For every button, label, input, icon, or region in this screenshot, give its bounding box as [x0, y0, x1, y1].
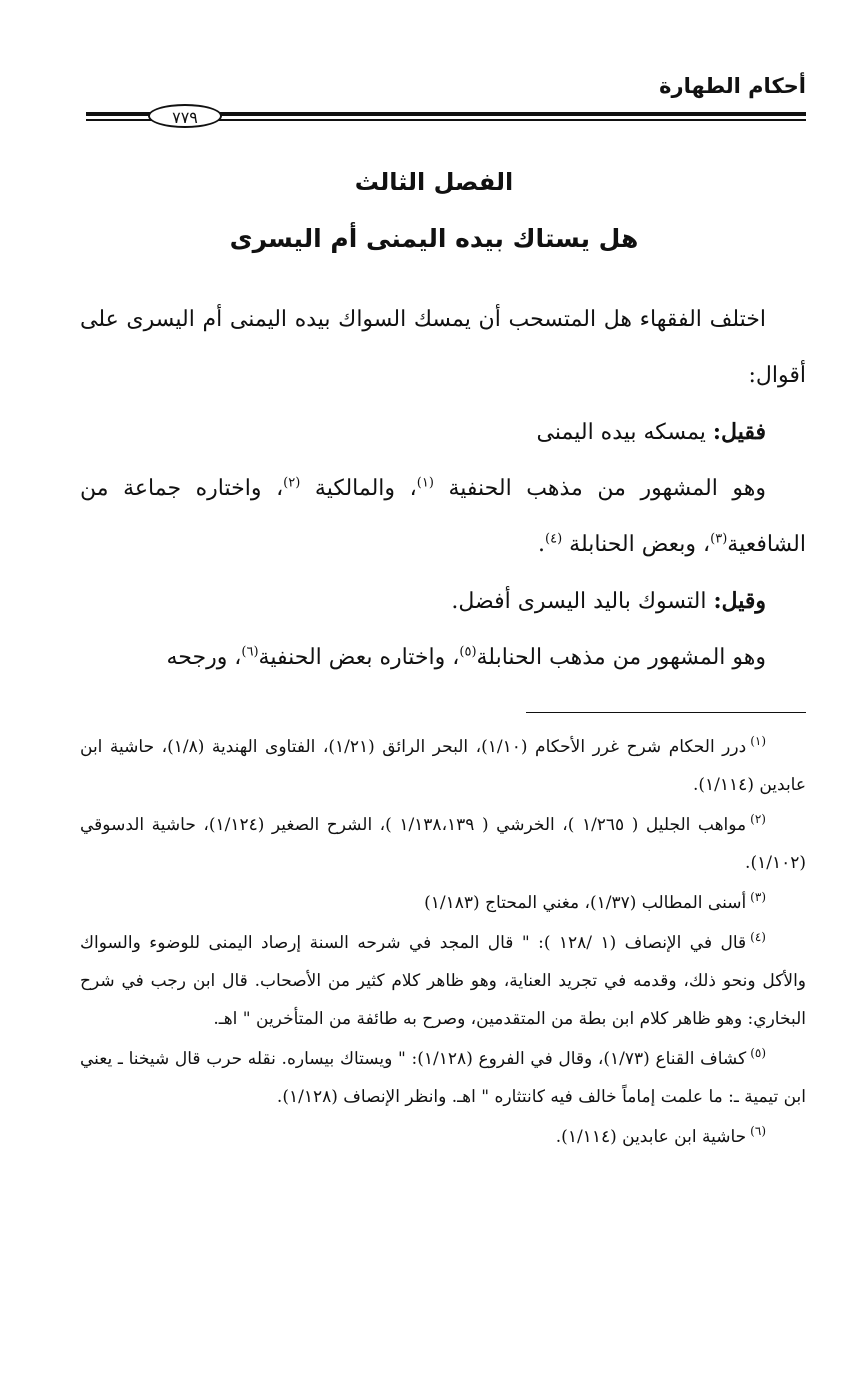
footnote-text: قال في الإنصاف (١ /١٢٨ ): " قال المجد في شرحه السنة إرصاد اليمنى للوضوء والسواك والأكل ونحو ذلك، وقدمه في تجريد العناية، وهو ظاهر كلام كثير من الأصحاب. قال ابن رجب في شرح البخاري: وهو ظاهر كلام ابن بطة من المتقدمين، وصرح به طائفة من المتأخرين " اهـ.: [80, 933, 806, 1029]
running-header-title: أحكام الطهارة: [659, 74, 806, 98]
intro-paragraph: اختلف الفقهاء هل المتسحب أن يمسك السواك بيده اليمنى أم اليسرى على أقوال:: [80, 307, 806, 388]
footnote-ref[interactable]: (١): [416, 475, 434, 491]
support-text: وهو المشهور من مذهب الحنابلة: [476, 645, 766, 670]
footnote-text: حاشية ابن عابدين (١/١١٤).: [555, 1127, 747, 1147]
footnote: [80, 806, 806, 882]
footnote-mark: (٥): [750, 1046, 767, 1061]
footnote-ref[interactable]: (٤): [545, 531, 563, 547]
support-text: ، وبعض الحنابلة: [562, 532, 711, 557]
footnote-mark: (٣): [750, 890, 766, 905]
chapter-subtitle: هل يستاك بيده اليمنى أم اليسرى: [229, 224, 639, 253]
footnote-ref[interactable]: (٢): [283, 475, 301, 491]
opinion-2-lead: وقيل:: [713, 588, 766, 614]
opinion-2-text: التسوك باليد اليسرى أفضل.: [451, 589, 714, 614]
opinion-1-lead: فقيل:: [712, 419, 766, 445]
footnote-text: كشاف القناع (١/٧٣)، وقال في الفروع (١/١٢٨): " ويستاك بيساره. نقله حرب قال شيخنا ـ يعني ابن تيمية ـ: ما علمت إماماً خالف فيه كانتثاره " اهـ. وانظر الإنصاف (١/١٢٨).: [80, 1049, 806, 1107]
footnote-ref[interactable]: (٥): [459, 644, 477, 660]
footnote: [80, 884, 806, 922]
support-text: ، ورجحه: [166, 645, 242, 670]
footnote-text: مواهب الجليل ( ١/٢٦٥ )، الخرشي ( ١/١٣٨،١٣٩ )، الشرح الصغير (١/١٢٤)، حاشية الدسوقي (١/١٠٢).: [80, 815, 806, 873]
footnote: [80, 728, 806, 804]
footnotes-section: [80, 728, 806, 1158]
footnote: [80, 1118, 806, 1156]
support-text: وهو المشهور من مذهب الحنفية: [433, 476, 766, 501]
support-text: ، والمالكية: [300, 476, 417, 501]
footnote-mark: (١): [750, 734, 767, 749]
support-text: ، واختاره بعض الحنفية: [258, 645, 460, 670]
footnote-mark: (٢): [750, 812, 766, 827]
footnote-text: درر الحكام شرح غرر الأحكام (١/١٠)، البحر الرائق (١/٢١)، الفتاوى الهندية (١/٨)، حاشية ابن عابدين (١/١١٤).: [80, 737, 806, 795]
chapter-title: الفصل الثالث: [354, 168, 514, 196]
footnote-ref[interactable]: (٣): [710, 531, 728, 547]
opinion-1-paragraph: [80, 404, 806, 461]
opinion-2-support-paragraph: [80, 630, 806, 686]
page-number: ٧٧٩: [148, 104, 222, 128]
footnote-mark: (٦): [750, 1124, 766, 1139]
main-text: [80, 292, 806, 686]
opinion-1-text: يمسكه بيده اليمنى: [536, 420, 713, 445]
opinion-2-paragraph: [80, 573, 806, 630]
support-text: .: [538, 532, 546, 557]
footnote-text: أسنى المطالب (١/٣٧)، مغني المحتاج (١/١٨٣): [424, 893, 747, 913]
footnote-separator: [526, 712, 806, 713]
opinion-1-support-paragraph: [80, 461, 806, 573]
support-text: ، واختاره جماعة من الشافعية: [80, 476, 806, 557]
footnote: [80, 1040, 806, 1116]
footnote-ref[interactable]: (٦): [241, 644, 259, 660]
footnote: [80, 924, 806, 1038]
footnote-mark: (٤): [750, 930, 766, 945]
